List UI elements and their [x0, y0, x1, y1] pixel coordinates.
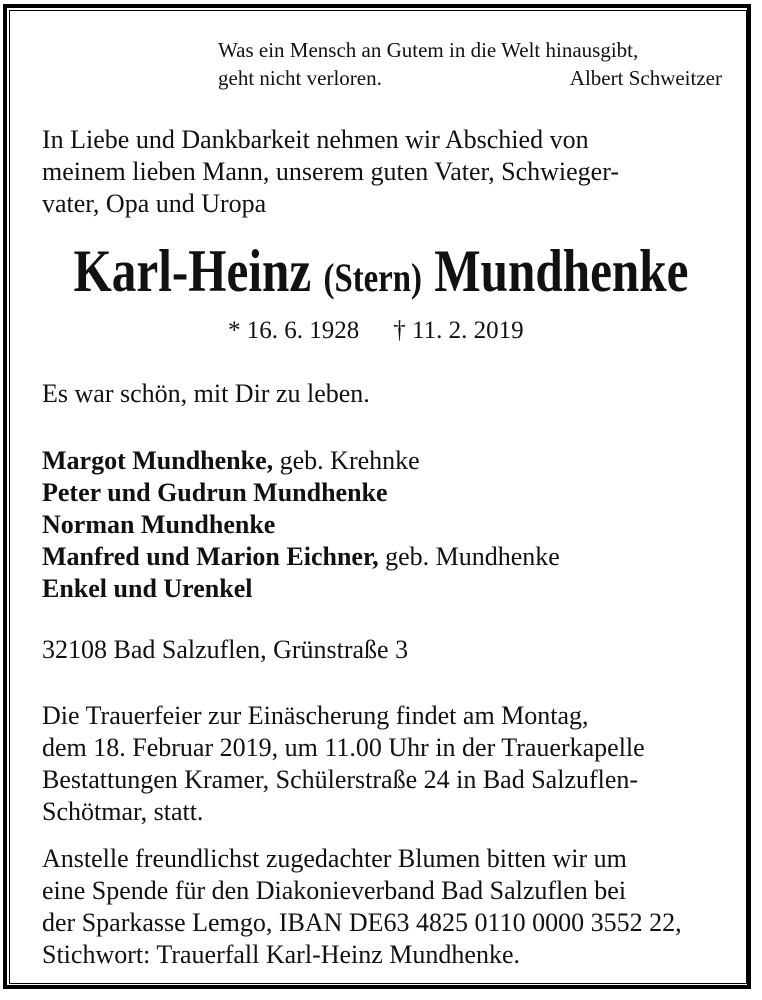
quote-text: geht nicht verloren. — [218, 66, 382, 90]
quote-author: Albert Schweitzer — [569, 66, 722, 90]
donation-line: Anstelle freundlichst zugedachter Blumen bitten wir um — [42, 844, 627, 873]
donation-paragraph — [42, 843, 732, 971]
service-line: Die Trauerfeier zur Einäscherung findet am Montag, — [42, 701, 589, 730]
mourner-name: Enkel und Urenkel — [42, 574, 253, 603]
deceased-name — [69, 238, 694, 311]
birth-date: * 16. 6. 1928 — [228, 317, 360, 344]
address: 32108 Bad Salzuflen, Grünstraße 3 — [42, 635, 409, 664]
service-paragraph — [42, 700, 732, 828]
deceased-nickname: (Stern) — [323, 255, 422, 300]
death-date: † 11. 2. 2019 — [393, 317, 524, 344]
donation-line: der Sparkasse Lemgo, IBAN DE63 4825 0110 0000 3552 22, — [42, 908, 682, 937]
life-dates — [228, 316, 524, 346]
deceased-first-name: Karl-Heinz — [73, 238, 312, 304]
mourner-name: Manfred und Marion Eichner, — [42, 542, 379, 571]
donation-line: Stichwort: Trauerfall Karl-Heinz Mundhenke. — [42, 940, 521, 969]
mourner-name: Norman Mundhenke — [42, 510, 276, 539]
epigraph-quote — [218, 36, 722, 92]
quote-line-2 — [218, 64, 722, 92]
intro-line: meinem lieben Mann, unserem guten Vater, Schwieger- — [42, 157, 620, 186]
mourner-note: geb. Mundhenke — [378, 542, 560, 571]
quote-line-1: Was ein Mensch an Gutem in die Welt hinausgibt, — [218, 38, 639, 62]
intro-paragraph — [42, 124, 722, 220]
intro-line: In Liebe und Dankbarkeit nehmen wir Abschied von — [42, 125, 589, 154]
service-line: dem 18. Februar 2019, um 11.00 Uhr in der Trauerkapelle — [42, 733, 645, 762]
mourner-row — [42, 445, 732, 477]
service-line: Bestattungen Kramer, Schülerstraße 24 in Bad Salzuflen- — [42, 765, 639, 794]
service-line: Schötmar, statt. — [42, 797, 204, 826]
intro-line: vater, Opa und Uropa — [42, 189, 267, 218]
donation-line: eine Spende für den Diakonieverband Bad Salzuflen bei — [42, 876, 627, 905]
mourner-name: Margot Mundhenke, — [42, 446, 274, 475]
mourner-row — [42, 509, 732, 541]
mourner-note: geb. Krehnke — [273, 446, 420, 475]
mourner-row — [42, 477, 732, 509]
mourner-row — [42, 541, 732, 573]
closing-line: Es war schön, mit Dir zu leben. — [42, 379, 370, 408]
deceased-last-name: Mundhenke — [434, 238, 689, 304]
mourner-row — [42, 573, 732, 605]
mourners-list — [42, 445, 732, 605]
mourner-name: Peter und Gudrun Mundhenke — [42, 478, 388, 507]
